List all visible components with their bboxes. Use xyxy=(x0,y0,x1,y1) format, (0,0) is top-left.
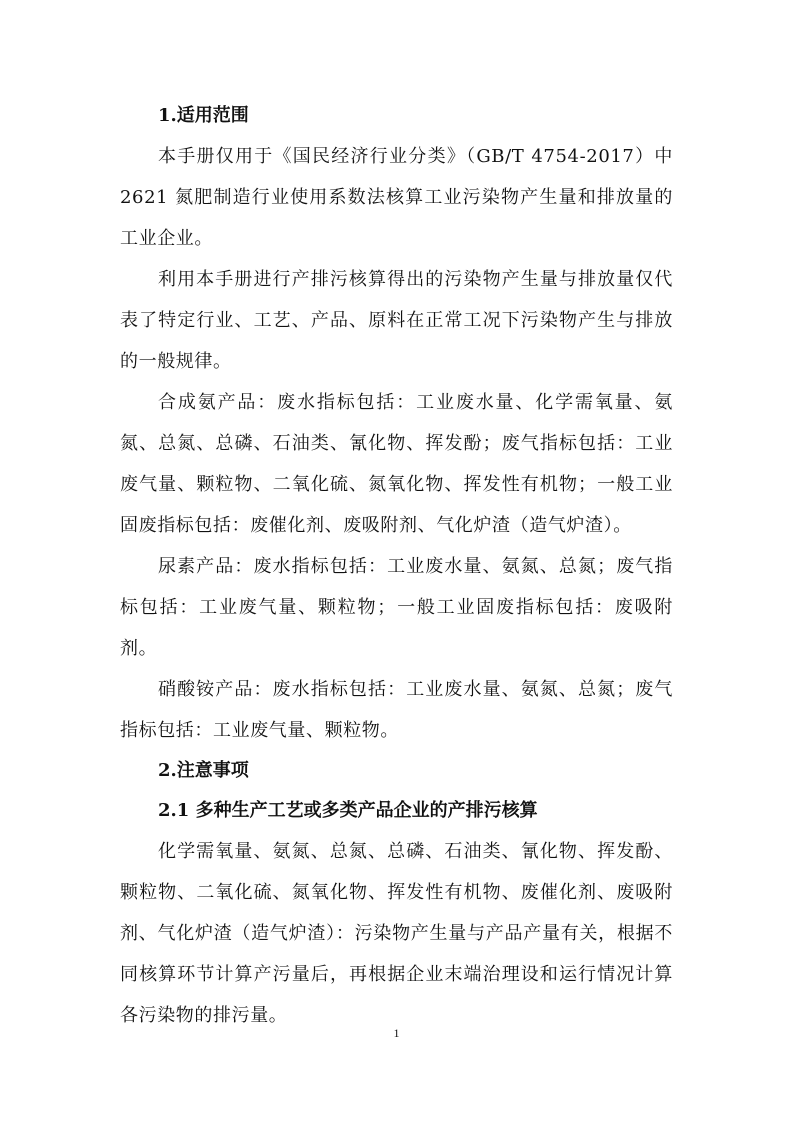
scope-paragraph: 本手册仅用于《国民经济行业分类》（GB/T 4754-2017）中 2621 氮肥制造行业使用系数法核算工业污染物产生量和排放量的工业企业。 xyxy=(120,146,673,249)
usage-paragraph: 利用本手册进行产排污核算得出的污染物产生量与排放量仅代表了特定行业、工艺、产品、原料在正常工况下污染物产生与排放的一般规律。 xyxy=(120,269,673,372)
section-1-heading: 1.适用范围 xyxy=(158,105,249,126)
ammonia-indicators-paragraph: 合成氨产品：废水指标包括：工业废水量、化学需氧量、氨氮、总氮、总磷、石油类、氰化物、挥发酚；废气指标包括：工业废气量、颗粒物、二氧化硫、氮氧化物、挥发性有机物；一般工业固废指标包括：废催化剂、废吸附剂、气化炉渣（造气炉渣）。 xyxy=(120,392,673,536)
ammonium-nitrate-indicators-paragraph: 硝酸铵产品：废水指标包括：工业废水量、氨氮、总氮；废气指标包括：工业废气量、颗粒物。 xyxy=(120,679,673,741)
section-2-1-heading: 2.1 多种生产工艺或多类产品企业的产排污核算 xyxy=(158,800,538,821)
page-content xyxy=(120,96,673,1036)
accounting-method-paragraph: 化学需氧量、氨氮、总氮、总磷、石油类、氰化物、挥发酚、颗粒物、二氧化硫、氮氧化物、挥发性有机物、废催化剂、废吸附剂、气化炉渣（造气炉渣）：污染物产生量与产品产量有关，根据不同核算环节计算产污量后，再根据企业末端治理设和运行情况计算各污染物的排污量。 xyxy=(120,841,673,1026)
page-number: 1 xyxy=(393,1026,400,1040)
urea-indicators-paragraph: 尿素产品：废水指标包括：工业废水量、氨氮、总氮；废气指标包括：工业废气量、颗粒物；一般工业固废指标包括：废吸附剂。 xyxy=(120,556,673,659)
section-2-heading: 2.注意事项 xyxy=(158,760,249,781)
